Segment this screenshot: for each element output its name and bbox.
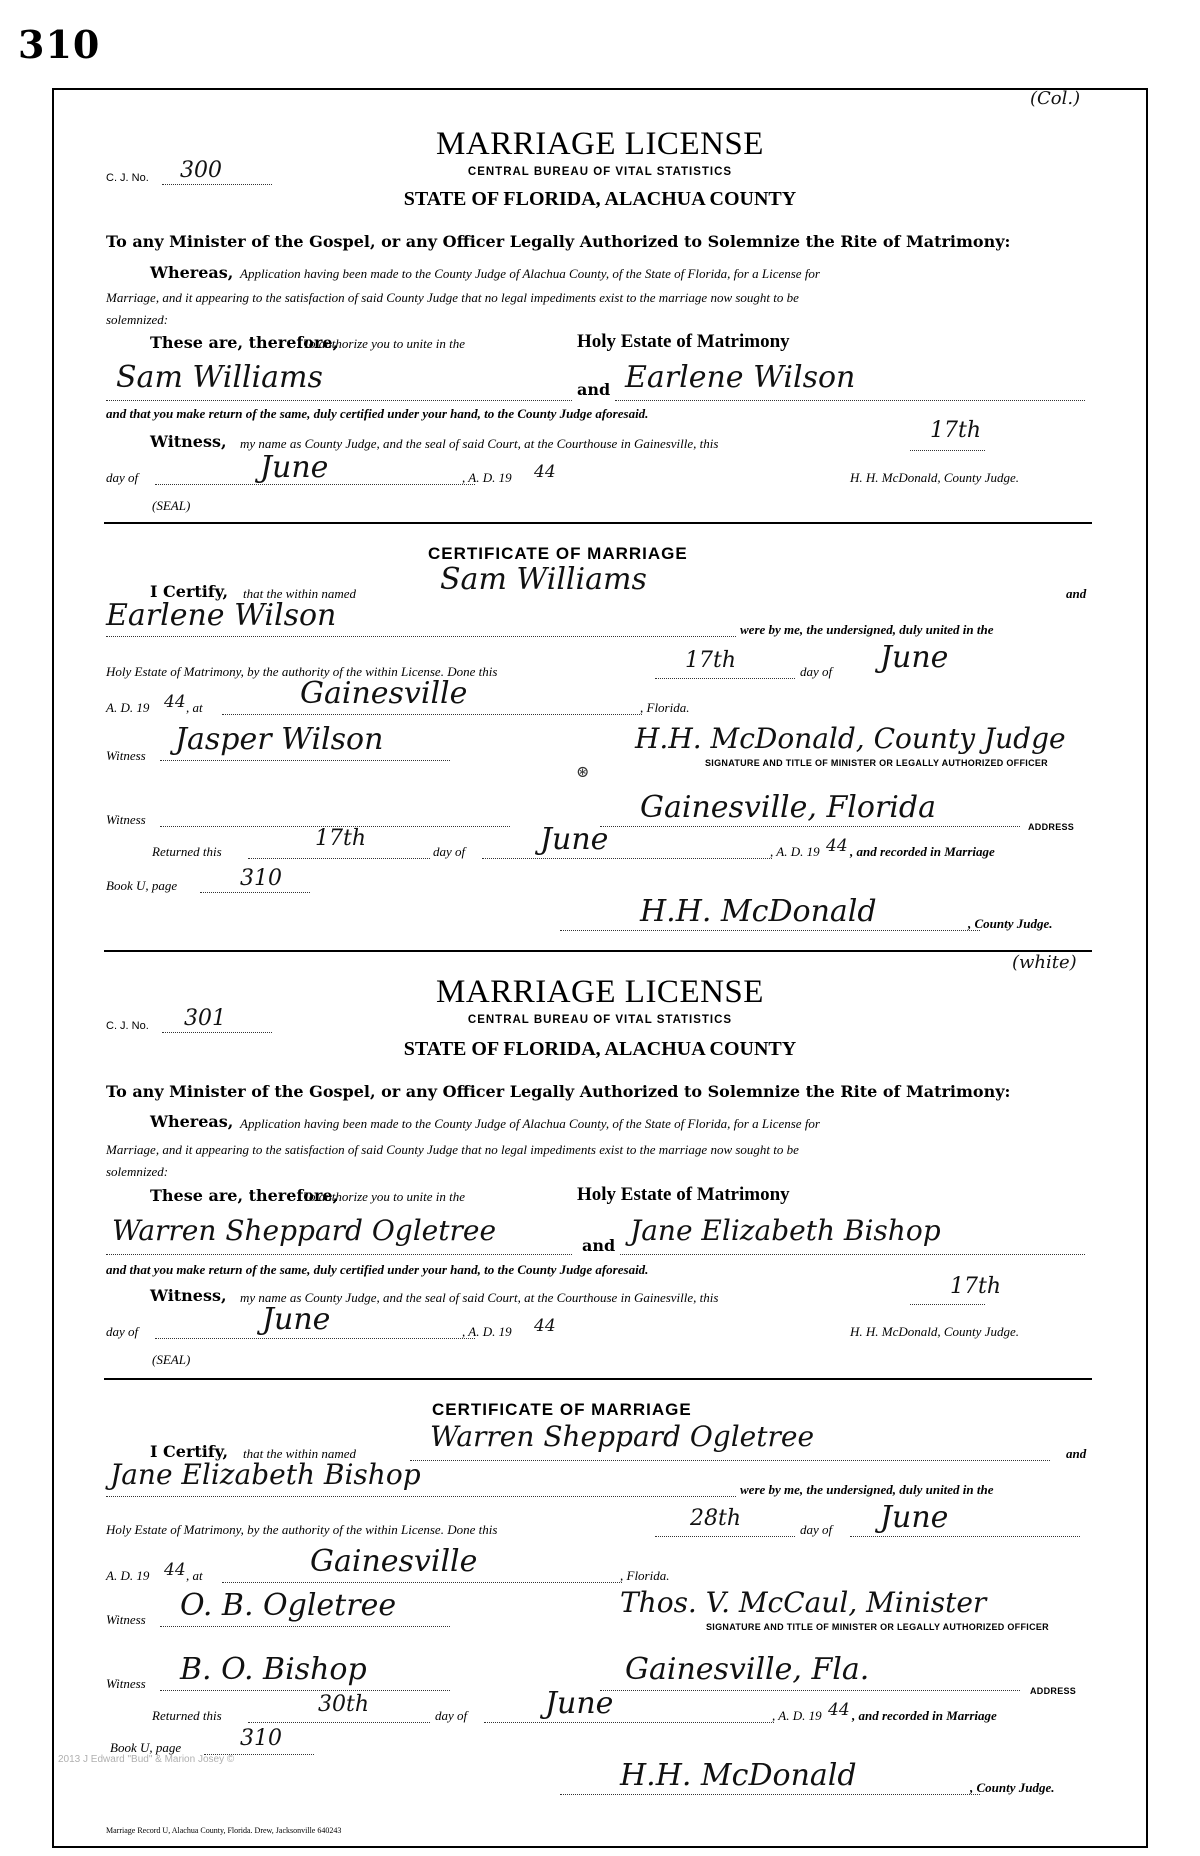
certify-text: that the within named	[243, 586, 357, 601]
witness-1-signature: Jasper Wilson	[175, 722, 384, 757]
witness-label: Witness,	[150, 1286, 227, 1305]
returned-year: 44	[826, 836, 848, 856]
cj-number-value: 301	[184, 1006, 226, 1031]
day-of-label: day of	[106, 1324, 139, 1339]
these-text: To authorize you to unite in the	[303, 1189, 466, 1204]
certify-label: I Certify,	[150, 1442, 229, 1461]
witness-1-label: Witness	[106, 748, 146, 763]
whereas-line-1: Application having been made to the County Judge of Alachua County, of the State of Florida, for a License for	[240, 1116, 820, 1131]
cj-number-value: 300	[180, 158, 222, 183]
returned-label: Returned this	[152, 1708, 222, 1723]
seal-label: (SEAL)	[152, 1352, 191, 1367]
witness-2-label: Witness	[106, 812, 146, 827]
license-title: MARRIAGE LICENSE	[436, 126, 764, 162]
bride-name: Earlene Wilson	[625, 360, 856, 395]
judge-caption: , County Judge.	[970, 1780, 1055, 1795]
cert-day: 28th	[690, 1506, 742, 1531]
witness-text: my name as County Judge, and the seal of said Court, at the Courthouse in Gainesville, this	[240, 436, 719, 451]
cert-place: Gainesville	[310, 1544, 478, 1579]
officiant-address: Gainesville, Florida	[640, 790, 936, 825]
returned-day-of: day of	[433, 844, 466, 859]
return-text: and that you make return of the same, duly certified under your hand, to the County Judge aforesaid.	[106, 1262, 649, 1277]
page-number: 310	[18, 22, 101, 67]
cert-month: June	[880, 1500, 949, 1535]
license-title: MARRIAGE LICENSE	[436, 974, 764, 1010]
judge-caption: , County Judge.	[968, 916, 1053, 931]
groom-name: Warren Sheppard Ogletree	[112, 1214, 497, 1247]
book-page: 310	[240, 1726, 282, 1751]
bureau-name: CENTRAL BUREAU OF VITAL STATISTICS	[467, 166, 733, 178]
holy-estate: Holy Estate of Matrimony	[577, 331, 790, 352]
cert-at-label: , at	[186, 700, 203, 715]
recorded-text: , and recorded in Marriage	[852, 1708, 997, 1723]
book-label: Book U, page	[110, 1740, 182, 1755]
bride-name: Jane Elizabeth Bishop	[630, 1214, 941, 1247]
certificate-title: CERTIFICATE OF MARRIAGE	[428, 544, 688, 563]
returned-day: 17th	[315, 826, 367, 851]
officiant-signature: Thos. V. McCaul, Minister	[620, 1586, 987, 1619]
witness-1-signature: O. B. Ogletree	[180, 1588, 397, 1623]
judge-signature: H.H. McDonald	[620, 1758, 857, 1793]
these-label: These are, therefore,	[150, 1186, 339, 1205]
were-text: were by me, the undersigned, duly united in the	[740, 622, 994, 637]
whereas-label: Whereas,	[150, 263, 234, 282]
and-label: and	[577, 380, 611, 399]
whereas-line-3: solemnized:	[106, 1164, 169, 1179]
witness-1-label: Witness	[106, 1612, 146, 1627]
license-year: 44	[534, 462, 556, 482]
license-month: June	[262, 1302, 331, 1337]
state-county: STATE OF FLORIDA, ALACHUA COUNTY	[403, 188, 797, 210]
judge-signature: H.H. McDonald	[640, 894, 877, 929]
these-text: To authorize you to unite in the	[303, 336, 466, 351]
returned-day: 30th	[318, 1692, 370, 1717]
recorded-text: , and recorded in Marriage	[850, 844, 995, 859]
cert-at-label: , at	[186, 1568, 203, 1583]
book-label: Book U, page	[106, 878, 178, 893]
cert-groom-name: Sam Williams	[440, 562, 647, 597]
class-note: (white)	[1012, 952, 1077, 973]
cert-bride-name: Jane Elizabeth Bishop	[110, 1458, 421, 1491]
officiant-address: Gainesville, Fla.	[625, 1652, 870, 1687]
cert-month: June	[880, 640, 949, 675]
returned-month: June	[545, 1686, 614, 1721]
and-label: and	[582, 1236, 616, 1255]
returned-label: Returned this	[152, 844, 222, 859]
county-judge-printed: H. H. McDonald, County Judge.	[850, 470, 1019, 485]
returned-year: 44	[828, 1700, 850, 1720]
cert-day-of: day of	[800, 1522, 833, 1537]
cert-and-label: and	[1066, 1446, 1087, 1461]
address-line: To any Minister of the Gospel, or any Officer Legally Authorized to Solemnize the Rite of Matrimony:	[106, 232, 1011, 251]
witness-label: Witness,	[150, 432, 227, 451]
groom-name: Sam Williams	[116, 360, 323, 395]
cert-day: 17th	[685, 648, 737, 673]
form-footer: Marriage Record U, Alachua County, Florida. Drew, Jacksonville 640243	[106, 1826, 342, 1835]
cert-florida: , Florida.	[620, 1568, 670, 1583]
cj-number-label: C. J. No.	[106, 172, 149, 184]
witness-text: my name as County Judge, and the seal of said Court, at the Courthouse in Gainesville, this	[240, 1290, 719, 1305]
seal-label: (SEAL)	[152, 498, 191, 513]
signature-caption: SIGNATURE AND TITLE OF MINISTER OR LEGALLY AUTHORIZED OFFICER	[705, 758, 1048, 768]
ad-label: , A. D. 19	[462, 470, 512, 485]
cert-ad-label: A. D. 19	[106, 1568, 150, 1583]
address-line: To any Minister of the Gospel, or any Officer Legally Authorized to Solemnize the Rite of Matrimony:	[106, 1082, 1011, 1101]
cert-ad-label: A. D. 19	[106, 700, 150, 715]
certify-text: that the within named	[243, 1446, 357, 1461]
ad-label: , A. D. 19	[462, 1324, 512, 1339]
cert-and-label: and	[1066, 586, 1087, 601]
returned-ad: , A. D. 19	[772, 1708, 822, 1723]
returned-day-of: day of	[435, 1708, 468, 1723]
court-seal-icon: ⊛	[576, 762, 590, 781]
cert-year: 44	[164, 1560, 186, 1580]
cj-number-label: C. J. No.	[106, 1020, 149, 1032]
were-text: were by me, the undersigned, duly united in the	[740, 1482, 994, 1497]
holy-text: Holy Estate of Matrimony, by the authority of the within License. Done this	[106, 664, 498, 679]
whereas-label: Whereas,	[150, 1112, 234, 1131]
class-note: (Col.)	[1030, 88, 1081, 109]
copyright-watermark: 2013 J Edward "Bud" & Marion Josey ©	[58, 1754, 235, 1765]
license-day: 17th	[950, 1274, 1002, 1299]
whereas-line-1: Application having been made to the County Judge of Alachua County, of the State of Florida, for a License for	[240, 266, 820, 281]
holy-text: Holy Estate of Matrimony, by the authority of the within License. Done this	[106, 1522, 498, 1537]
witness-2-label: Witness	[106, 1676, 146, 1691]
license-day: 17th	[930, 418, 982, 443]
cert-day-of: day of	[800, 664, 833, 679]
bureau-name: CENTRAL BUREAU OF VITAL STATISTICS	[467, 1014, 733, 1026]
whereas-line-2: Marriage, and it appearing to the satisfaction of said County Judge that no legal impediments exist to the marriage now sought to be	[106, 1142, 799, 1157]
county-judge-printed: H. H. McDonald, County Judge.	[850, 1324, 1019, 1339]
whereas-line-2: Marriage, and it appearing to the satisfaction of said County Judge that no legal impediments exist to the marriage now sought to be	[106, 290, 799, 305]
address-caption: ADDRESS	[1028, 822, 1075, 832]
returned-month: June	[540, 822, 609, 857]
holy-estate: Holy Estate of Matrimony	[577, 1184, 790, 1205]
cert-bride-name: Earlene Wilson	[106, 598, 337, 633]
day-of-label: day of	[106, 470, 139, 485]
cert-year: 44	[164, 692, 186, 712]
cert-florida: , Florida.	[640, 700, 690, 715]
return-text: and that you make return of the same, duly certified under your hand, to the County Judge aforesaid.	[106, 406, 649, 421]
signature-caption: SIGNATURE AND TITLE OF MINISTER OR LEGALLY AUTHORIZED OFFICER	[706, 1622, 1049, 1632]
book-page: 310	[240, 866, 282, 891]
returned-ad: , A. D. 19	[770, 844, 820, 859]
address-caption: ADDRESS	[1030, 1686, 1077, 1696]
license-year: 44	[534, 1316, 556, 1336]
certificate-title: CERTIFICATE OF MARRIAGE	[432, 1400, 692, 1419]
certify-label: I Certify,	[150, 582, 229, 601]
license-month: June	[260, 450, 329, 485]
whereas-line-3: solemnized:	[106, 312, 169, 327]
witness-2-signature: B. O. Bishop	[180, 1652, 367, 1687]
cert-groom-name: Warren Sheppard Ogletree	[430, 1420, 815, 1453]
state-county: STATE OF FLORIDA, ALACHUA COUNTY	[403, 1038, 797, 1060]
cert-place: Gainesville	[300, 676, 468, 711]
these-label: These are, therefore,	[150, 333, 339, 352]
officiant-signature: H.H. McDonald, County Judge	[635, 722, 1066, 755]
